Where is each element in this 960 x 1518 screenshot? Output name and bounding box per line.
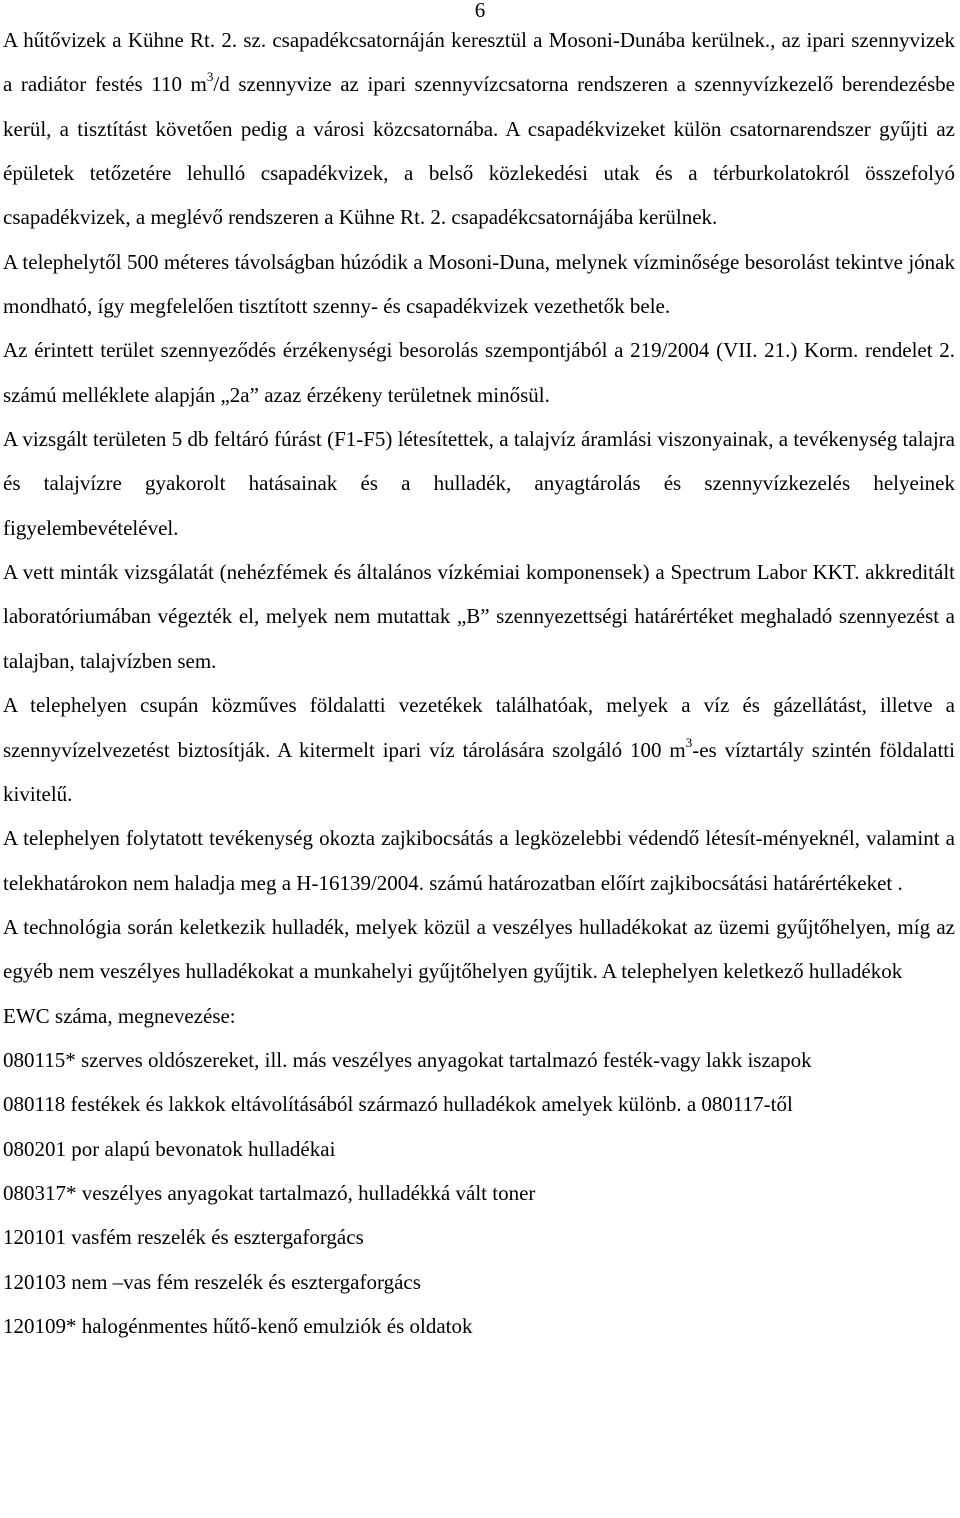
ewc-list-item: 120109* halogénmentes hűtő-kenő emulziók és oldatok: [3, 1313, 473, 1338]
document-body: [3, 18, 955, 1348]
paragraph-wastewater: [3, 18, 955, 240]
paragraph-mosoni-duna: A telephelytől 500 méteres távolságban húzódik a Mosoni-Duna, melynek vízminősége besorolást tekintve jónak mondható, így megfelelően tisztított szenny- és csapadékvizek vezethetők bele.: [3, 249, 955, 319]
ewc-list-item: 080317* veszélyes anyagokat tartalmazó, hulladékká vált toner: [3, 1180, 536, 1205]
ewc-list: [3, 1038, 955, 1348]
paragraph-lab-results: A vett minták vizsgálatát (nehézfémek és általános vízkémiai komponensek) a Spectrum Labor KKT. akkreditált laboratóriumában végezték el, melyek nem mutattak „B” szennyezettségi határértéket meghaladó szennyezést a talajban, talajvízben sem.: [3, 560, 955, 673]
paragraph-utilities: [3, 683, 955, 816]
ewc-heading: EWC száma, megnevezése:: [3, 1003, 236, 1028]
paragraph-waste: A technológia során keletkezik hulladék, melyek közül a veszélyes hulladékokat az üzemi gyűjtőhelyen, míg az egyéb nem veszélyes hulladékokat a munkahelyi gyűjtőhelyen gyűjtik. A telephelyen keletkező hulladékok: [3, 914, 955, 984]
paragraph-wastewater-text-1: A hűtővizek a Kühne Rt. 2. sz. csapadékcsatornáján keresztül a Mosoni-Dunába kerülnek., az ipari szennyvizek a radiátor festés 110 m: [3, 28, 955, 97]
paragraph-wastewater-text-2: /d szennyvize az ipari szennyvízcsatorna rendszeren a szennyvízkezelő berendezésbe kerül, a tisztítást követően pedig a városi közcsatornába. A csapadékvizeket külön csatornarendszer gyűjti az épületek tetőzetére lehulló csapadékvizek, a belső közlekedési utak és a térburkolatokról összefolyó csapadékvizek, a meglévő rendszeren a Kühne Rt. 2. csapadékcsatornájába kerülnek.: [3, 72, 955, 230]
paragraph-sensitivity: Az érintett terület szennyeződés érzékenységi besorolás szempontjából a 219/2004 (VII. 21.) Korm. rendelet 2. számú melléklete alapján „2a” azaz érzékeny területnek minősül.: [3, 338, 955, 407]
ewc-list-item: 080118 festékek és lakkok eltávolításából származó hulladékok amelyek különb. a 080117-től: [3, 1092, 793, 1117]
superscript-cubic-2: 3: [685, 734, 693, 750]
paragraph-noise: A telephelyen folytatott tevékenység okozta zajkibocsátás a legközelebbi védendő létesít-ményeknél, valamint a telekhatárokon nem haladja meg a H-16139/2004. számú határozatban előírt zajkibocsátási határértékeket .: [3, 826, 955, 895]
ewc-list-item: 080201 por alapú bevonatok hulladékai: [3, 1136, 336, 1161]
paragraph-utilities-text-1: A telephelyen csupán közműves földalatti vezetékek találhatóak, melyek a víz és gázellátást, illetve a szennyvízelvezetést biztosítják. A kitermelt ipari víz tárolására szolgáló 100 m: [3, 693, 955, 762]
paragraph-utilities-text-2: -es víztartály szintén földalatti kivitelű.: [3, 737, 955, 806]
paragraph-boreholes: A vizsgált területen 5 db feltáró fúrást (F1-F5) létesítettek, a talajvíz áramlási viszonyainak, a tevékenység talajra és talajvízre gyakorolt hatásainak és a hulladék, anyagtárolás és szennyvízkezelés helyeinek figyelembevételével.: [3, 427, 955, 540]
ewc-list-item: 120101 vasfém reszelék és esztergaforgács: [3, 1225, 364, 1250]
superscript-cubic: 3: [206, 69, 214, 85]
page-number: 6: [474, 0, 486, 22]
ewc-list-item: 080115* szerves oldószereket, ill. más veszélyes anyagokat tartalmazó festék-vagy lakk iszapok: [3, 1047, 812, 1072]
ewc-list-item: 120103 nem –vas fém reszelék és esztergaforgács: [3, 1269, 421, 1294]
